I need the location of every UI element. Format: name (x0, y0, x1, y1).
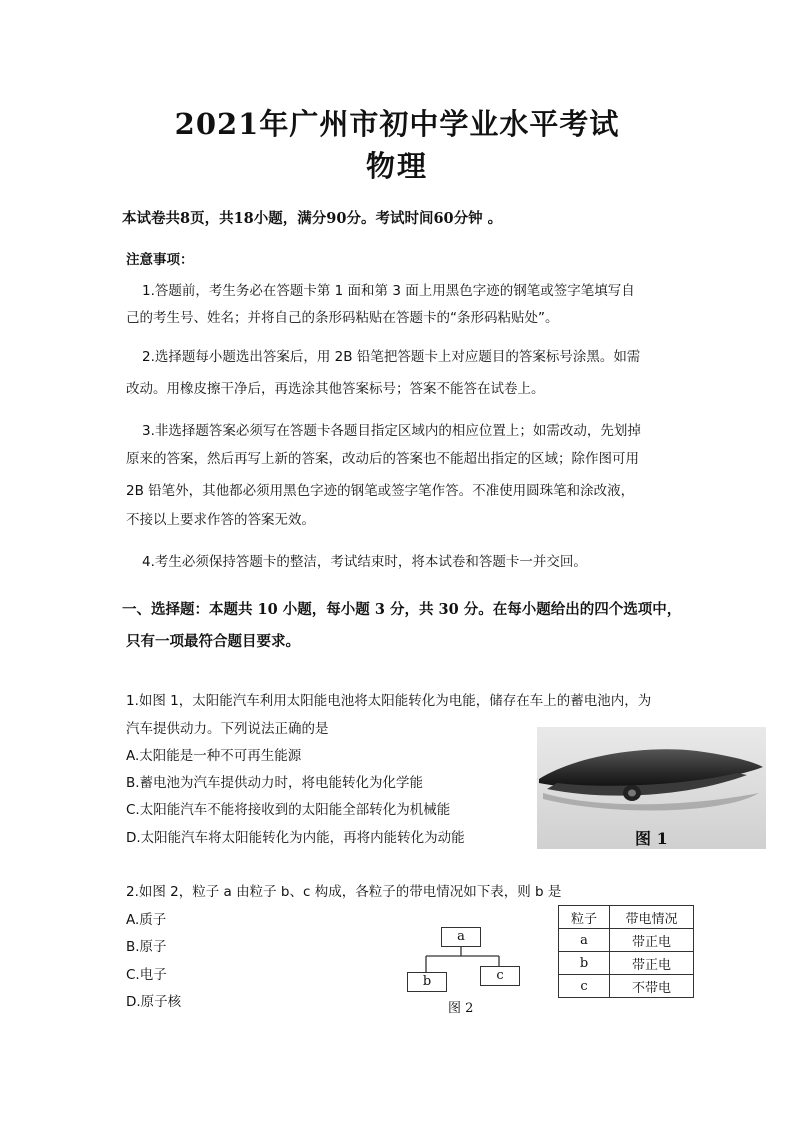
charge-table (558, 905, 694, 998)
table-cell: a (559, 929, 610, 952)
note-line: 己的考生号、姓名；并将自己的条形码粘贴在答题卡的“条形码粘贴处”。 (126, 310, 559, 326)
figure-2 (400, 920, 530, 1020)
note-line: 4.考生必须保持答题卡的整洁，考试结束时，将本试卷和答题卡一并交回。 (142, 554, 587, 570)
note-line: 3.非选择题答案必须写在答题卡各题目指定区域内的相应位置上；如需改动，先划掉 (142, 423, 641, 439)
table-header: 粒子 (559, 906, 610, 929)
q2-option-c: C.电子 (126, 967, 167, 983)
particle-c-box: c (480, 966, 520, 986)
note-line: 2B 铅笔外，其他都必须用黑色字迹的钢笔或签字笔作答。不准使用圆珠笔和涂改液， (126, 483, 635, 499)
table-header-row (559, 906, 694, 929)
note-line: 不接以上要求作答的答案无效。 (126, 512, 315, 528)
table-row (559, 952, 694, 975)
exam-subject: 物理 (365, 149, 428, 183)
section-heading-cont: 只有一项最符合题目要求。 (126, 633, 300, 650)
particle-b-box: b (407, 972, 447, 992)
q2-option-d: D.原子核 (126, 994, 182, 1010)
q1-stem: 1.如图 1，太阳能汽车利用太阳能电池将太阳能转化为电能，储存在车上的蓄电池内，为 (126, 693, 652, 709)
figure-1-caption: 图 1 (635, 829, 668, 848)
q2-stem: 2.如图 2，粒子 a 由粒子 b、c 构成，各粒子的带电情况如下表，则 b 是 (126, 884, 562, 900)
q2-option-b: B.原子 (126, 939, 167, 955)
figure-2-caption: 图 2 (448, 1001, 474, 1016)
particle-a-box: a (441, 927, 481, 947)
table-row (559, 975, 694, 998)
q1-option-b: B.蓄电池为汽车提供动力时，将电能转化为化学能 (126, 775, 424, 791)
note-line: 1.答题前，考生务必在答题卡第 1 面和第 3 面上用黑色字迹的钢笔或签字笔填写自 (142, 283, 635, 299)
table-cell: c (559, 975, 610, 998)
table-header: 带电情况 (610, 906, 694, 929)
table-cell: 不带电 (610, 975, 694, 998)
note-line: 2.选择题每小题选出答案后，用 2B 铅笔把答题卡上对应题目的答案标号涂黑。如需 (142, 349, 641, 365)
section-heading: 一、选择题：本题共 10 小题，每小题 3 分，共 30 分。在每小题给出的四个选项中， (122, 601, 682, 618)
table-cell: 带正电 (610, 929, 694, 952)
q1-option-d: D.太阳能汽车将太阳能转化为内能，再将内能转化为动能 (126, 830, 465, 846)
figure-1 (537, 727, 766, 849)
table-row (559, 929, 694, 952)
q2-option-a: A.质子 (126, 912, 167, 928)
exam-info-line: 本试卷共8页，共18小题，满分90分。考试时间60分钟 。 (122, 210, 503, 227)
q1-option-a: A.太阳能是一种不可再生能源 (126, 748, 302, 764)
note-line: 改动。用橡皮擦干净后，再选涂其他答案标号；答案不能答在试卷上。 (126, 381, 545, 397)
table-cell: 带正电 (610, 952, 694, 975)
q1-stem-cont: 汽车提供动力。下列说法正确的是 (126, 721, 329, 737)
table-cell: b (559, 952, 610, 975)
notes-heading: 注意事项： (126, 252, 194, 268)
note-line: 原来的答案，然后再写上新的答案，改动后的答案也不能超出指定的区域；除作图可用 (126, 451, 639, 467)
q1-option-c: C.太阳能汽车不能将接收到的太阳能全部转化为机械能 (126, 802, 451, 818)
exam-title: 2021年广州市初中学业水平考试 (174, 107, 620, 141)
